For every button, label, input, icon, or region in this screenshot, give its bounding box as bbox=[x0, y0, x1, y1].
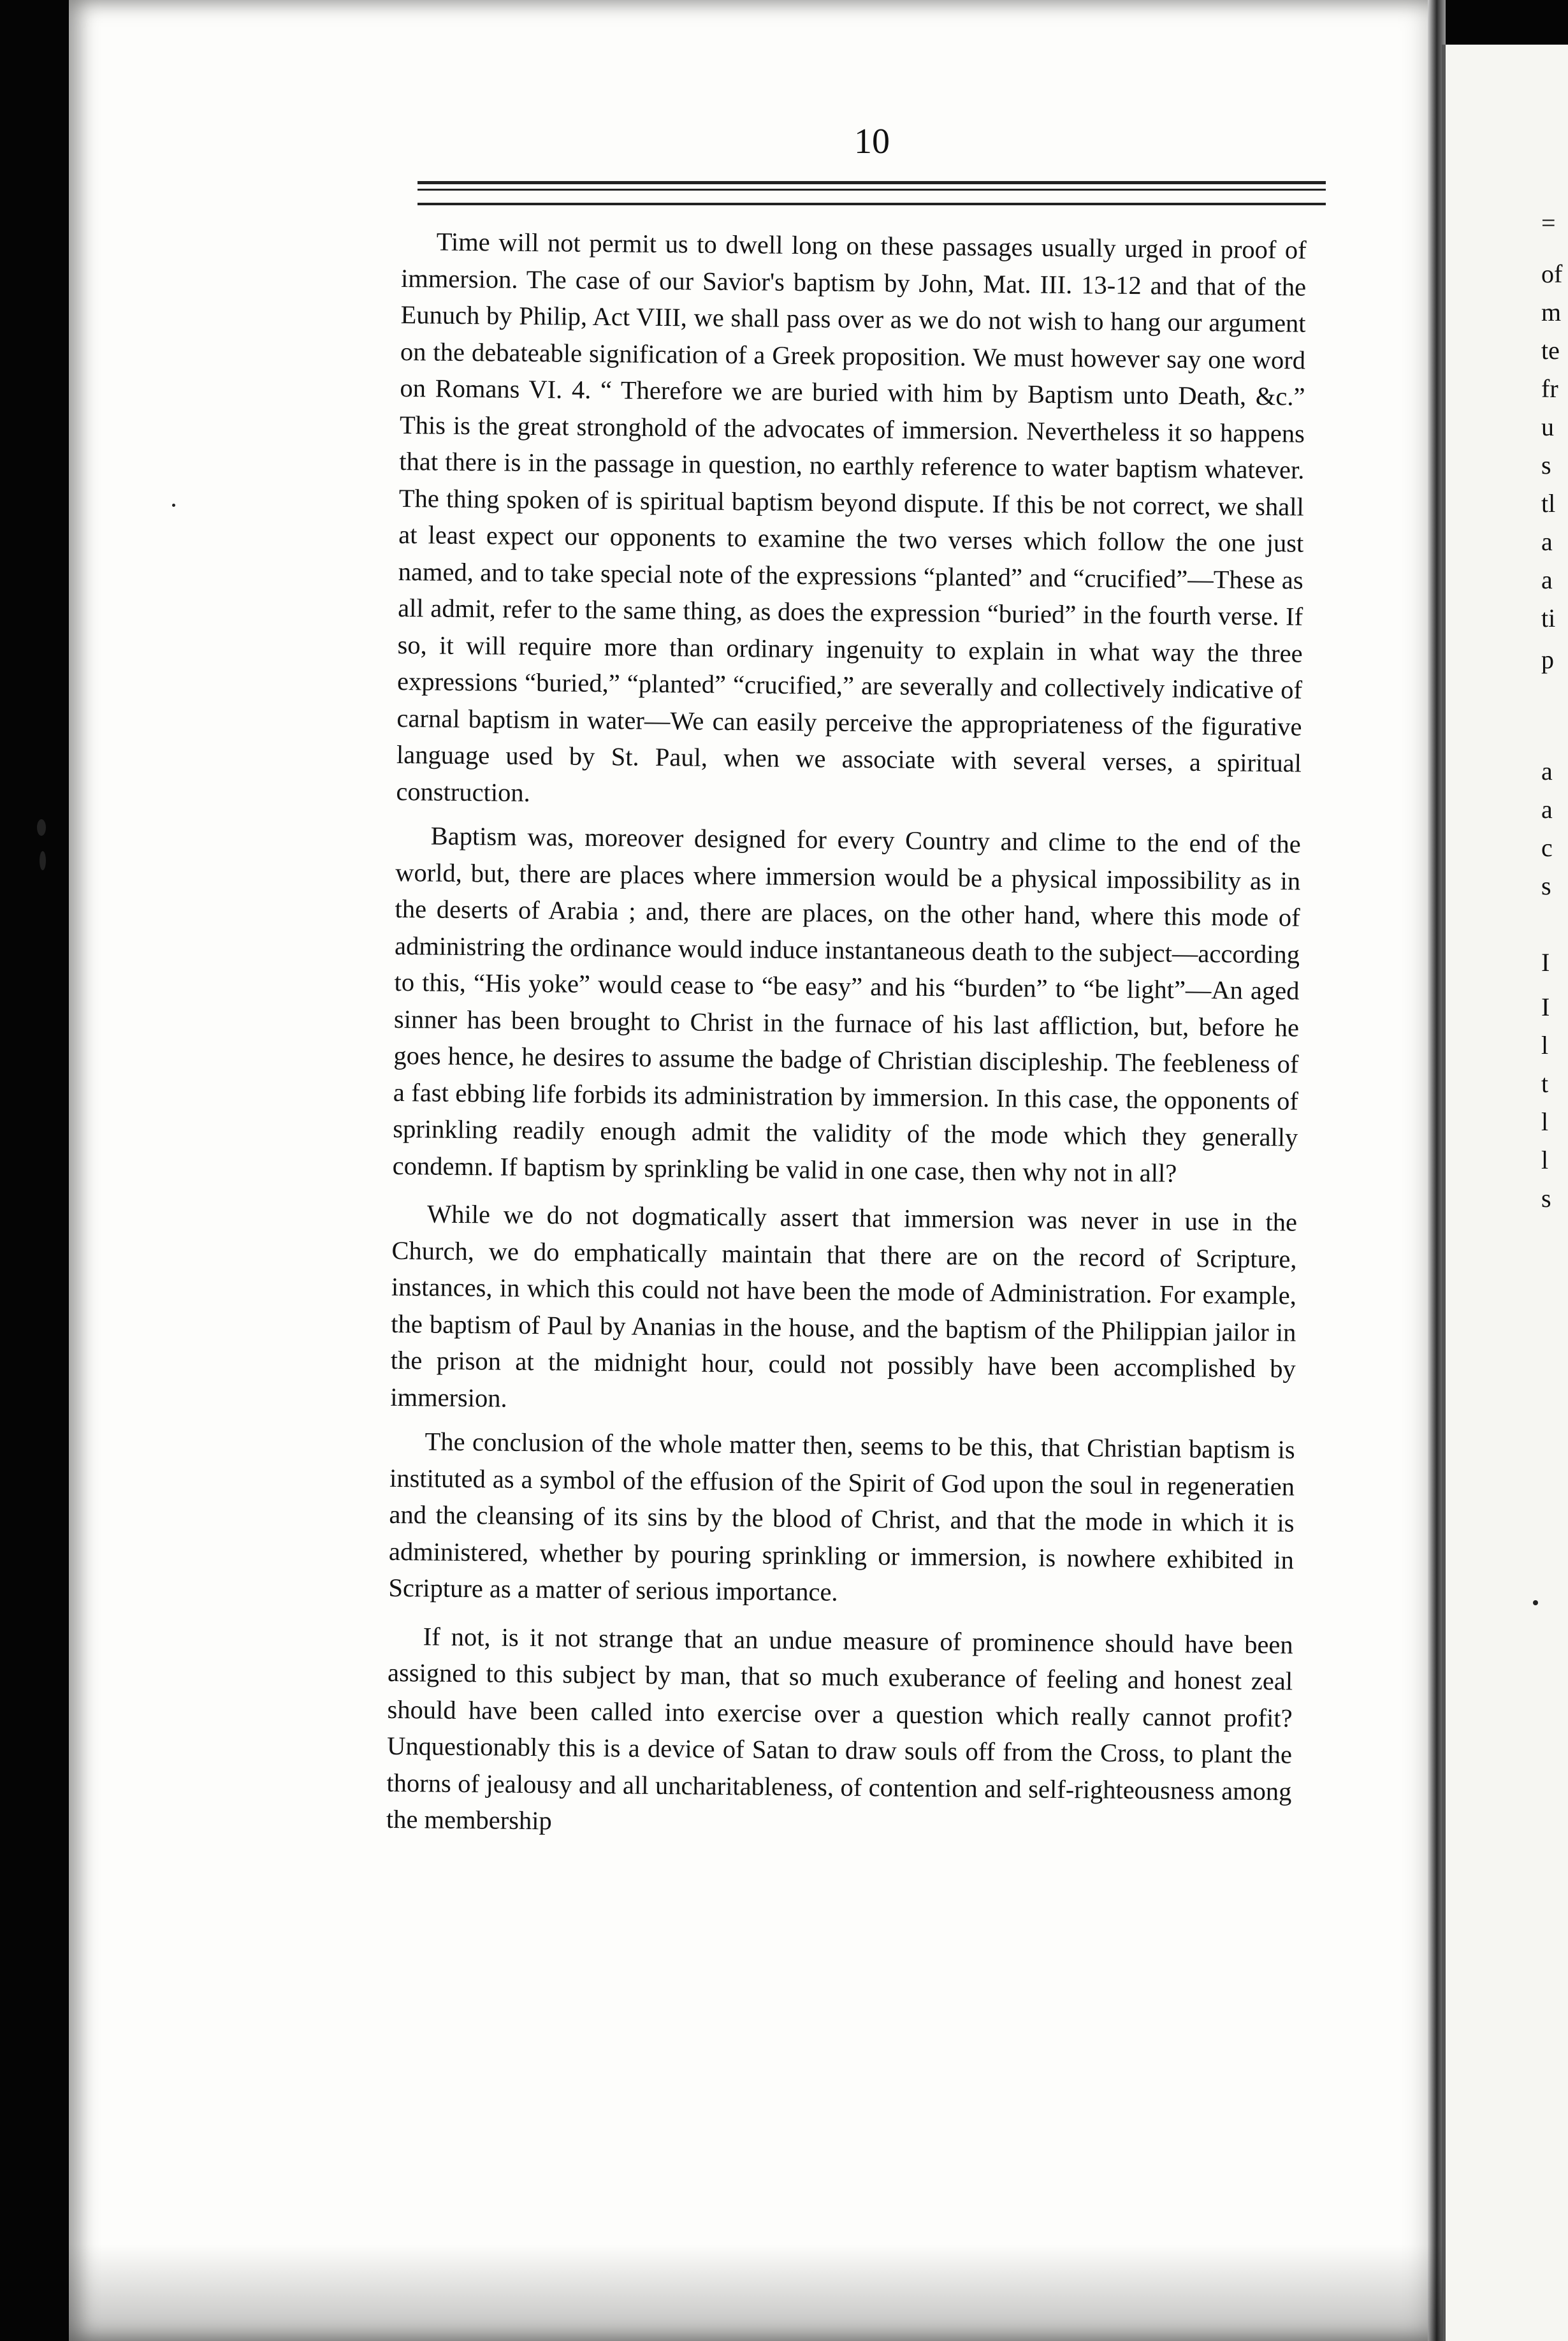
adjacent-page-fragment: of bbox=[1541, 259, 1563, 288]
adjacent-page-fragment: l bbox=[1541, 1031, 1549, 1060]
adjacent-page-fragment: s bbox=[1541, 1184, 1551, 1213]
adjacent-page-fragment: a bbox=[1541, 757, 1553, 785]
paragraph-every-country: Baptism was, moreover designed for every Country and clime to the end of the world, but, there are places where immersion would be a physical impossibility as in the deserts of Arabia ; and, there are places, on the other hand, where this mode of administring the ordinance would induce instantaneous death to the subject—according to this, “His yoke” would cease to “be easy” and his “burden” to “be light”—An aged sinner has been brought to Christ in the furnace of his last affliction, but, before he goes hence, he desires to assume the badge of Christian discipleship. The feebleness of a fast ebbing life forbids its administration by immersion. In this case, the opponents of sprinkling readily enough admit the validity of the mode which they generally condemn. If baptism by sprinkling be valid in one case, then why not in all? bbox=[392, 821, 1301, 1188]
header-rule-thin bbox=[417, 189, 1326, 191]
adjacent-page-fragment: a bbox=[1541, 565, 1553, 594]
adjacent-page-fragment: s bbox=[1541, 871, 1551, 900]
paragraph-scripture-instances: While we do not dogmatically assert that immersion was never in use in the Church, we do emphatically maintain that there are on the record of Scripture, instances, in which this could not have been the mode of Administration. For example, the baptism of Paul by Ananias in the house, and the baptism of the Philippian jailor in the prison at the midnight hour, could not possibly have been accomplished by immersion. bbox=[390, 1199, 1298, 1413]
header-rule-thick bbox=[417, 181, 1326, 184]
adjacent-page-fragment: p bbox=[1541, 645, 1554, 674]
paragraph-conclusion: The conclusion of the whole matter then, seems to be this, that Christian baptism is instituted as a symbol of the effusion of the Spirit of God upon the soul in regeneratien and the cleansing of its sins by the blood of Christ, and that the mode in which it is administered, whether by pouring sprinkling or immersion, is nowhere exhibited in Scripture as a matter of serious importance. bbox=[388, 1427, 1295, 1607]
scan-speck bbox=[1533, 1600, 1538, 1605]
adjacent-page-fragment: a bbox=[1541, 527, 1553, 556]
article-body bbox=[386, 223, 1307, 1854]
adjacent-page-fragment: I bbox=[1541, 993, 1550, 1021]
adjacent-page-fragment: l bbox=[1541, 1107, 1549, 1136]
adjacent-page-fragment: m bbox=[1541, 298, 1562, 326]
header-rule-lower bbox=[417, 203, 1326, 205]
page-bottom-shadow bbox=[69, 2244, 1442, 2341]
paragraph-immersion-passages: Time will not permit us to dwell long on these passages usually urged in proof of immersion. The case of our Savior's baptism by John, Mat. III. 13-12 and that of the Eunuch by Philip, Act VIII, we shall pass over as we do not wish to hang our argument on the debateable signification of a Greek proposition. We must however say one word on Romans VI. 4. “ Therefore we are buried with him by Baptism unto Death, &c.” This is the great stronghold of the advocates of immersion. Nevertheless it so happens that there is in the passage in question, no earthly reference to water baptism whatever. The thing spoken of is spiritual baptism beyond dispute. If this be not correct, we shall at least expect our opponents to examine the two verses which follow the one just named, and to take special note of the expressions “planted” and “crucified”—These as all admit, refer to the same thing, as does the expression “buried” in the fourth verse. If so, it will require more than ordinary ingenuity to explain in what way the three expressions “buried,” “planted” “crucified,” are severally and collectively indicative of carnal baptism in water—We can easily perceive the appropriateness of the figurative language used by St. Paul, when we associate with several verses, a spiritual construction. bbox=[396, 227, 1307, 807]
page-number: 10 bbox=[854, 122, 890, 161]
adjacent-page-fragment: fr bbox=[1541, 374, 1558, 403]
adjacent-page-fragment: t bbox=[1541, 1069, 1549, 1098]
scan-speck bbox=[172, 504, 175, 507]
adjacent-page-fragment: te bbox=[1541, 336, 1560, 365]
adjacent-page-fragment: c bbox=[1541, 833, 1553, 862]
adjacent-page-fragment: s bbox=[1541, 451, 1551, 479]
adjacent-page-fragment: = bbox=[1541, 208, 1556, 237]
scan-speck bbox=[40, 851, 46, 870]
adjacent-page-fragment: a bbox=[1541, 795, 1553, 824]
scan-speck bbox=[37, 819, 46, 836]
adjacent-page-fragment: ti bbox=[1541, 604, 1556, 632]
adjacent-page-fragment: tl bbox=[1541, 489, 1556, 518]
adjacent-page-fragment: I bbox=[1541, 948, 1550, 977]
adjacent-page-fragment: u bbox=[1541, 412, 1554, 441]
paragraph-undue-prominence: If not, is it not strange that an undue measure of prominence should have been assigned to this subject by man, that so much exuberance of feeling and honest zeal should have been called into exercise over a question which really cannot profit? Unquestionably this is a device of Satan to draw souls off from the Cross, to plant the thorns of jealousy and all uncharitableness, of contention and self-righteousness among the membership bbox=[386, 1621, 1293, 1835]
adjacent-page-fragment: l bbox=[1541, 1146, 1549, 1174]
